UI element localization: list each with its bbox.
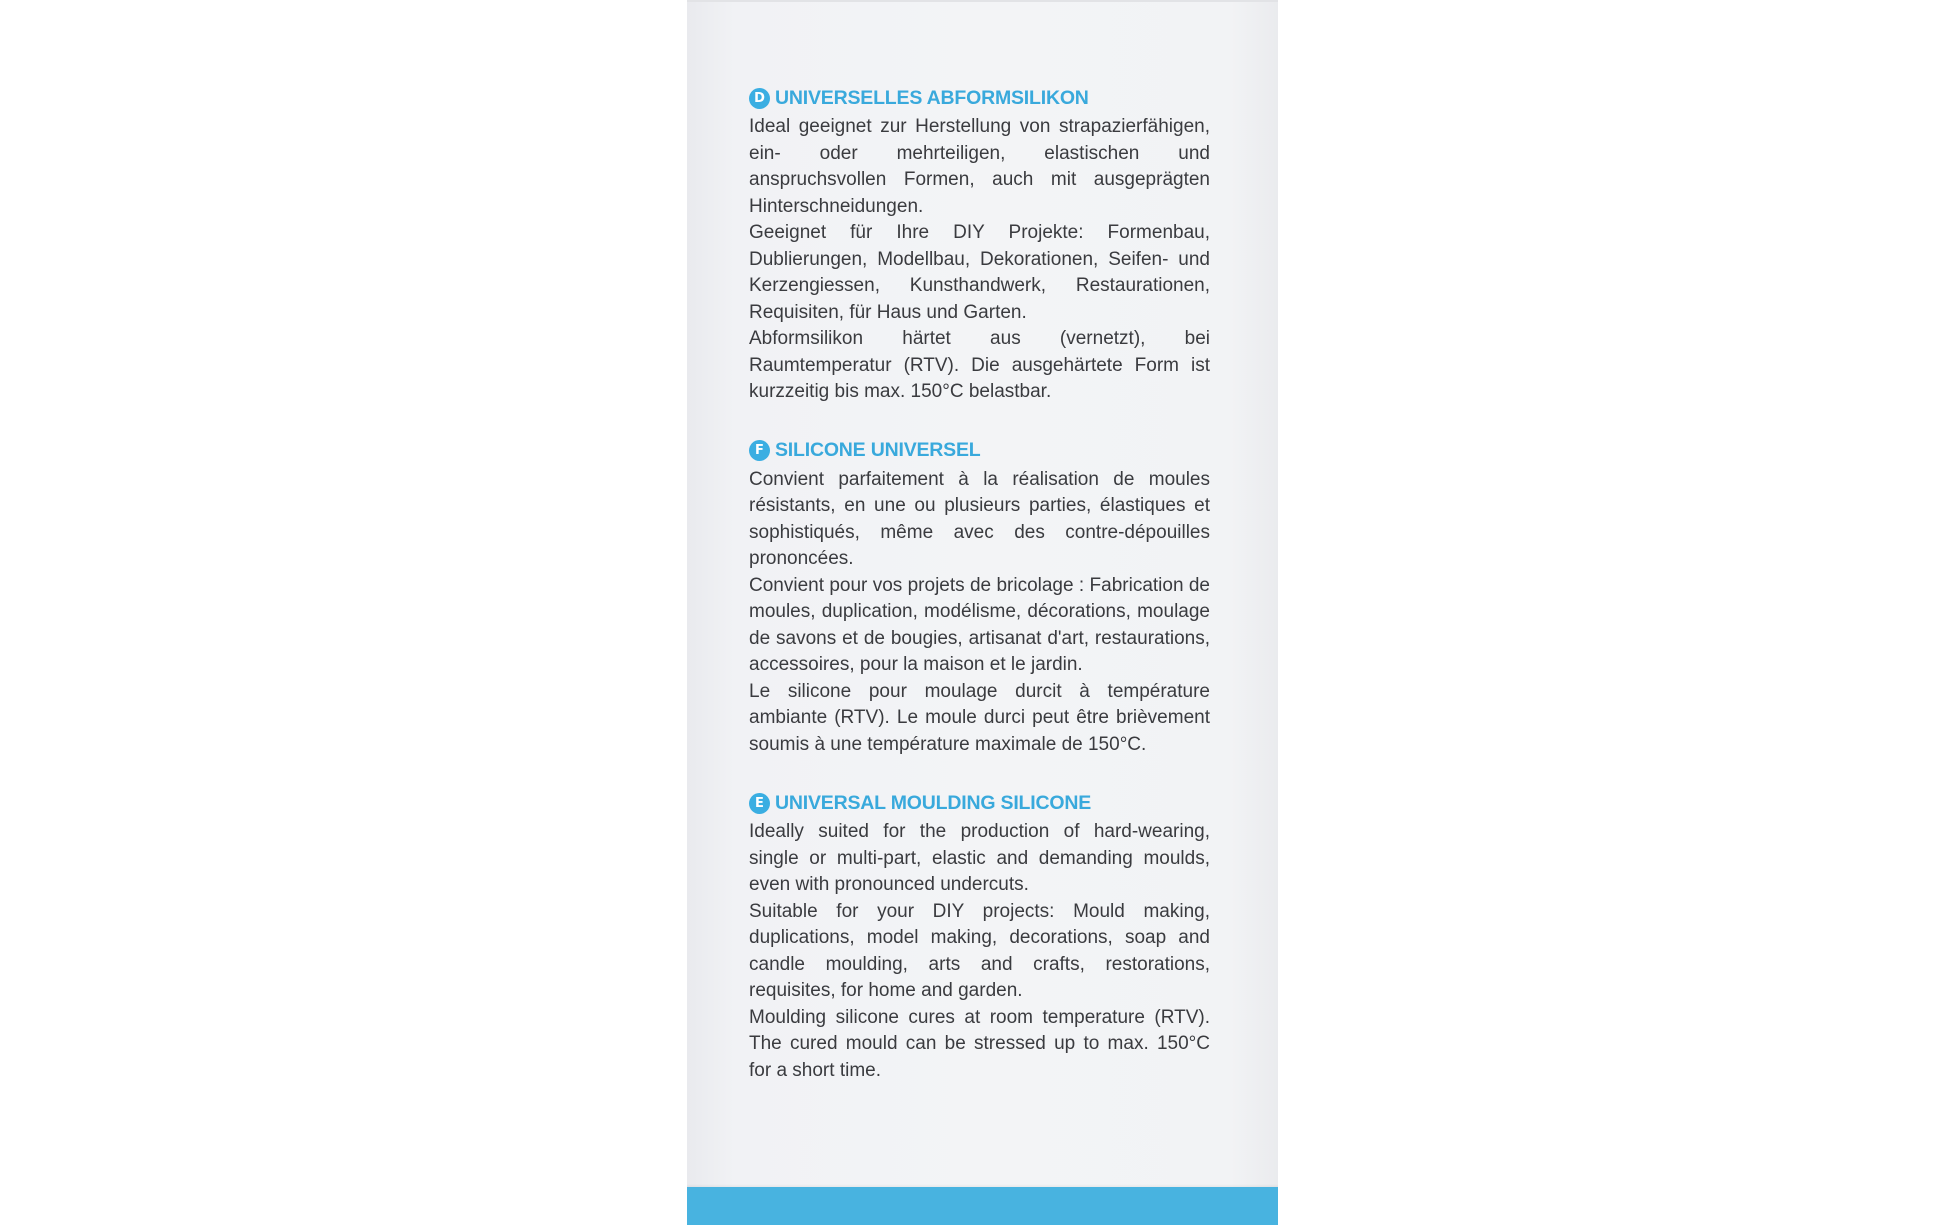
paragraph: Abformsilikon härtet aus (vernetzt), bei Raumtemperatur (RTV). Die ausgehärtete Form ist kurzzeitig bis max. 150°C belastbar. bbox=[749, 328, 1210, 402]
section-title: UNIVERSELLES ABFORMSILIKON bbox=[775, 86, 1089, 109]
section-heading bbox=[749, 84, 1210, 112]
language-badge-d: D bbox=[749, 88, 770, 109]
section-german bbox=[749, 84, 1210, 406]
section-title: UNIVERSAL MOULDING SILICONE bbox=[775, 791, 1092, 814]
language-badge-e: E bbox=[749, 793, 770, 814]
paragraph: Convient parfaitement à la réalisation de moules résistants, en une ou plusieurs parties, élastiques et sophistiqués, même avec des contre-dépouilles prononcées. bbox=[749, 468, 1210, 569]
box-top-edge bbox=[687, 0, 1278, 2]
blue-bottom-band bbox=[687, 1187, 1278, 1225]
paragraph: Ideal geeignet zur Herstellung von strapazierfähigen, ein- oder mehrteiligen, elastischen und anspruchsvollen Formen, auch mit ausgeprägten Hinterschneidungen. bbox=[749, 116, 1210, 217]
paragraph: Ideally suited for the production of hard-wearing, single or multi-part, elastic and demanding moulds, even with pronounced undercuts. bbox=[749, 821, 1210, 895]
product-box-panel bbox=[687, 0, 1278, 1225]
section-heading bbox=[749, 437, 1210, 465]
section-title: SILICONE UNIVERSEL bbox=[775, 439, 981, 461]
paragraph: Moulding silicone cures at room temperature (RTV). The cured mould can be stressed up to max. 150°C for a short time. bbox=[749, 1006, 1210, 1081]
paragraph: Geeignet für Ihre DIY Projekte: Formenbau, Dublierungen, Modellbau, Dekorationen, Seifen- und Kerzengiessen, Kunsthandwerk, Restaurationen, Requisiten, für Haus und Garten. bbox=[749, 222, 1210, 323]
section-heading bbox=[749, 789, 1210, 817]
description-content bbox=[749, 84, 1210, 1115]
paragraph: Le silicone pour moulage durcit à température ambiante (RTV). Le moule durci peut être brièvement soumis à une température maximale de 150°C. bbox=[749, 680, 1210, 755]
language-badge-f: F bbox=[749, 440, 770, 461]
paragraph: Convient pour vos projets de bricolage : Fabrication de moules, duplication, modélisme, décorations, moulage de savons et de bougies, artisanat d'art, restaurations, accessoires, pour la maison et le jardin. bbox=[749, 574, 1210, 675]
section-french bbox=[749, 437, 1210, 759]
paragraph: Suitable for your DIY projects: Mould making, duplications, model making, decorations, soap and candle moulding, arts and crafts, restorations, requisites, for home and garden. bbox=[749, 900, 1210, 1001]
section-english bbox=[749, 789, 1210, 1084]
